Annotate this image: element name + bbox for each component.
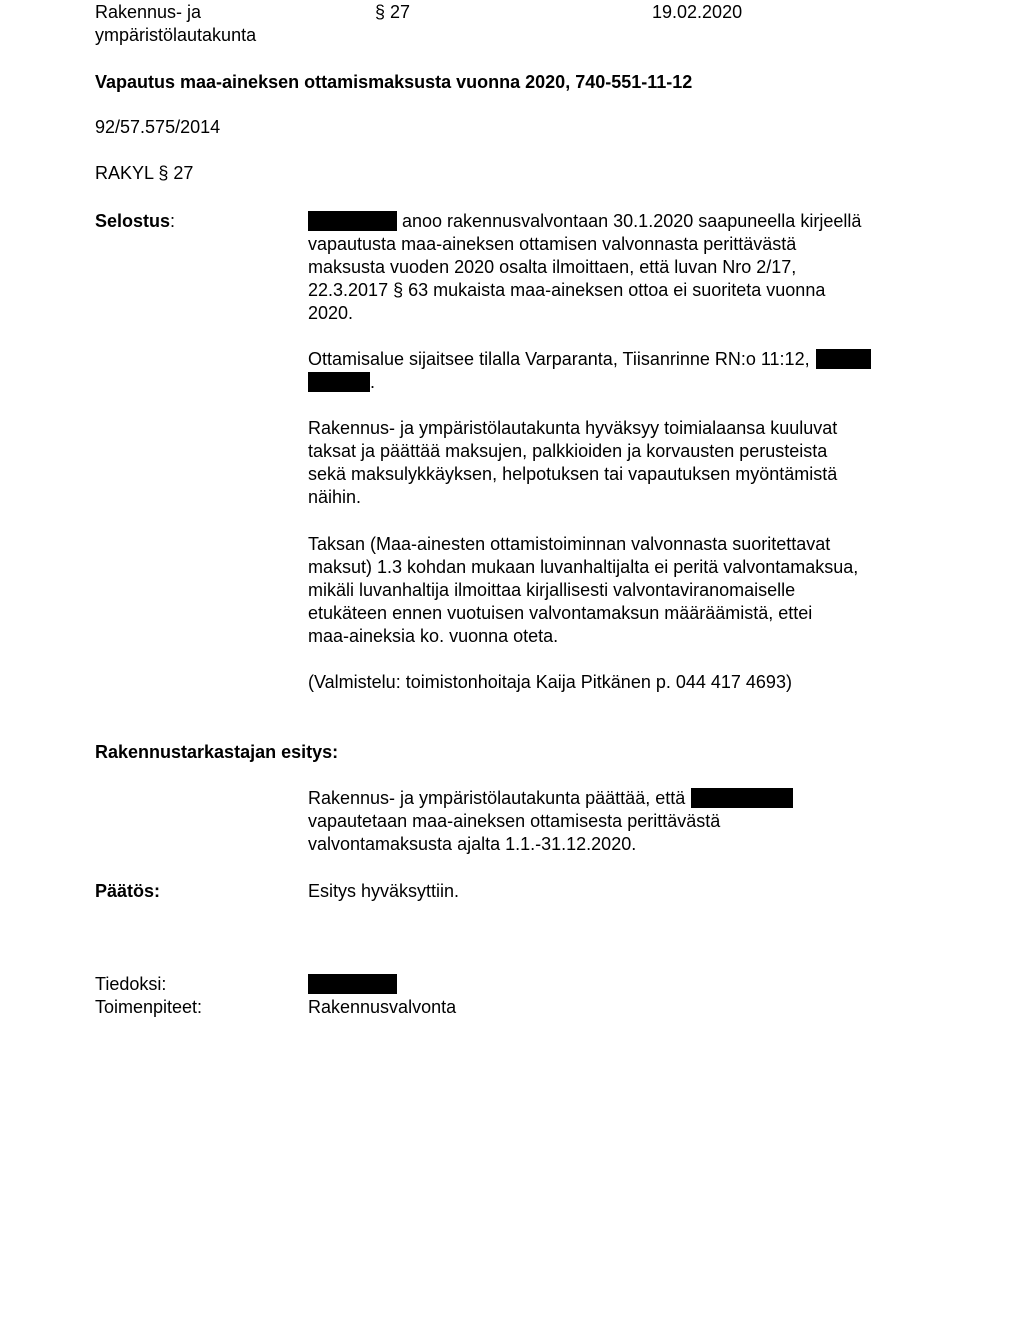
toimenpiteet-value: Rakennusvalvonta xyxy=(308,997,457,1017)
committee-line-1: Rakennus- ja xyxy=(95,2,202,22)
redaction-block xyxy=(308,372,370,392)
paragraph-line: etukäteen ennen vuotuisen valvontamaksun määräämistä, ettei xyxy=(308,603,813,623)
selostus-label xyxy=(95,210,175,233)
meeting-date: 19.02.2020 xyxy=(652,2,743,22)
paragraph-line-end: . xyxy=(370,372,376,392)
paragraph-line: maksut) 1.3 kohdan mukaan luvanhaltijalta ei peritä valvontamaksua, xyxy=(308,557,859,577)
paragraph-line-text: Rakennus- ja ympäristölautakunta päättää, että xyxy=(308,788,686,808)
redaction-block xyxy=(816,349,871,369)
paragraph-line: mikäli luvanhaltija ilmoittaa kirjallisesti valvontaviranomaiselle xyxy=(308,580,796,600)
paragraph-line: maa-aineksia ko. vuonna oteta. xyxy=(308,626,559,646)
paragraph-line xyxy=(308,348,948,371)
committee-name xyxy=(95,1,256,47)
redaction-block xyxy=(691,788,793,808)
selostus-paragraph-4 xyxy=(308,533,948,648)
selostus-paragraph-3 xyxy=(308,417,948,509)
selostus-paragraph-1 xyxy=(308,210,948,325)
paragraph-line xyxy=(308,787,948,810)
selostus-paragraph-2 xyxy=(308,348,948,394)
esitys-label: Rakennustarkastajan esitys: xyxy=(95,742,339,762)
selostus-label-text: Selostus xyxy=(95,211,171,231)
paatos-text: Esitys hyväksyttiin. xyxy=(308,881,460,901)
redaction-block xyxy=(308,974,397,994)
paatos-label: Päätös: xyxy=(95,881,161,901)
paragraph-line: maksusta vuoden 2020 osalta ilmoittaen, että luvan Nro 2/17, xyxy=(308,257,797,277)
toimenpiteet-label: Toimenpiteet: xyxy=(95,997,203,1017)
paragraph-line-text: Ottamisalue sijaitsee tilalla Varparanta, Tiisanrinne RN:o 11:12, xyxy=(308,349,810,369)
esitys-paragraph xyxy=(308,787,948,856)
paragraph-line: 22.3.2017 § 63 mukaista maa-aineksen ottoa ei suoriteta vuonna xyxy=(308,280,826,300)
redaction-block xyxy=(308,211,397,231)
paragraph-line: sekä maksulykkäyksen, helpotuksen tai vapautuksen myöntämistä xyxy=(308,464,838,484)
paragraph-line: 2020. xyxy=(308,303,354,323)
selostus-label-colon: : xyxy=(170,211,176,231)
paragraph-line: Taksan (Maa-ainesten ottamistoiminnan valvonnasta suoritettavat xyxy=(308,534,831,554)
paragraph-line: näihin. xyxy=(308,487,362,507)
preparer-note: (Valmistelu: toimistonhoitaja Kaija Pitkänen p. 044 417 4693) xyxy=(308,672,792,692)
paragraph-line: Rakennus- ja ympäristölautakunta hyväksyy toimialaansa kuuluvat xyxy=(308,418,838,438)
paragraph-line: vapautusta maa-aineksen ottamisen valvonnasta perittävästä xyxy=(308,234,797,254)
committee-line-2: ympäristölautakunta xyxy=(95,25,257,45)
tiedoksi-label: Tiedoksi: xyxy=(95,974,167,994)
reference-number: 92/57.575/2014 xyxy=(95,117,221,137)
paragraph-line: taksat ja päättää maksujen, palkkioiden ja korvausten perusteista xyxy=(308,441,828,461)
paragraph-line-text: anoo rakennusvalvontaan 30.1.2020 saapuneella kirjeellä xyxy=(402,211,862,231)
paragraph-line: valvontamaksusta ajalta 1.1.-31.12.2020. xyxy=(308,834,637,854)
section-number: § 27 xyxy=(375,2,411,22)
paragraph-line xyxy=(308,210,948,233)
reference-code: RAKYL § 27 xyxy=(95,163,194,183)
paragraph-line xyxy=(308,371,948,394)
document-title: Vapautus maa-aineksen ottamismaksusta vuonna 2020, 740-551-11-12 xyxy=(95,72,693,92)
tiedoksi-value xyxy=(308,973,397,996)
paragraph-line: vapautetaan maa-aineksen ottamisesta perittävästä xyxy=(308,811,721,831)
